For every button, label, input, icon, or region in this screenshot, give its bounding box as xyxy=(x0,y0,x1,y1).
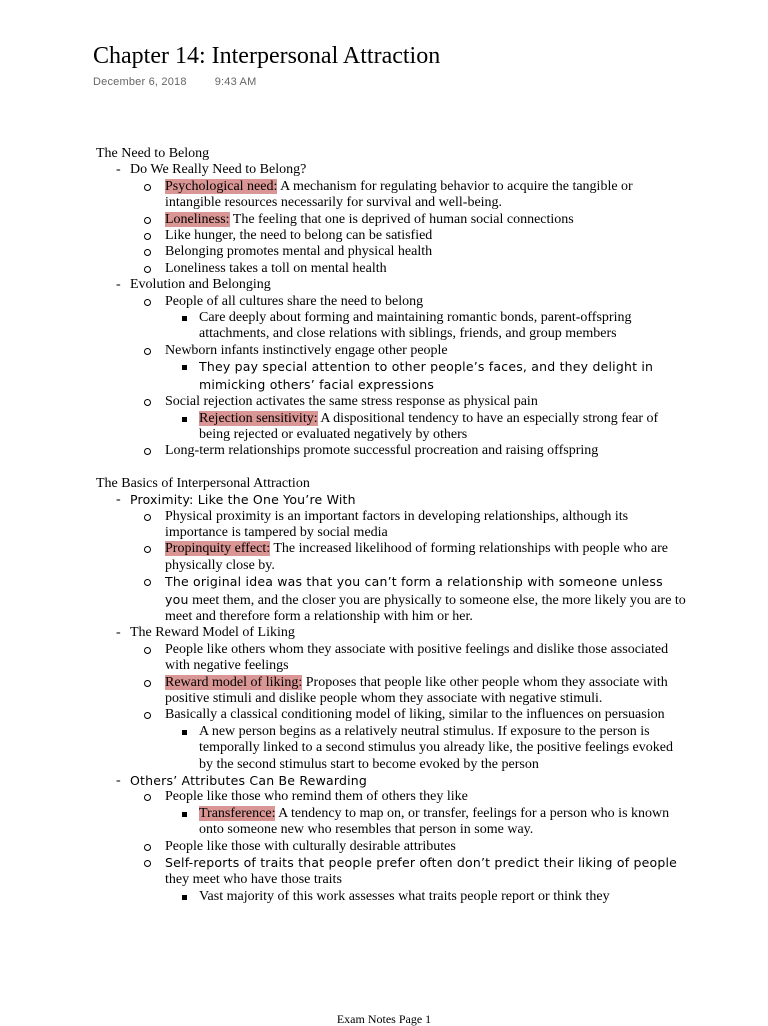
square-bullet-icon xyxy=(182,316,187,321)
circle-bullet-icon xyxy=(144,217,151,224)
subsection-heading: The Reward Model of Liking xyxy=(130,625,295,641)
item-text: Physical proximity is an important factors in developing relationships, although its importance is tampered by social media xyxy=(165,508,629,540)
subsection-heading: Proximity: Like the One You’re With xyxy=(130,492,356,508)
circle-bullet-icon xyxy=(144,348,151,355)
subitem-list xyxy=(165,310,686,343)
item-text: Basically a classical conditioning model of liking, similar to the influences on persuasion xyxy=(165,707,665,723)
highlighted-term: Rejection sensitivity: xyxy=(199,410,318,426)
circle-bullet-icon xyxy=(144,647,151,654)
item-list xyxy=(130,179,686,277)
dash-bullet: - xyxy=(116,162,121,178)
list-item xyxy=(130,789,686,838)
list-item xyxy=(130,675,686,708)
highlighted-term: Transference: xyxy=(199,805,276,821)
item-text-rest: meet them, and the closer you are physically to someone else, the more likely you are to meet and therefore form a relationship with him or her. xyxy=(165,592,686,624)
page-title: Chapter 14: Interpersonal Attraction xyxy=(93,43,441,69)
dash-bullet: - xyxy=(116,277,121,293)
list-item xyxy=(130,212,686,228)
circle-bullet-icon xyxy=(144,712,151,719)
item-text-hand: The original idea was that you can’t form a relationship with someone unless you xyxy=(165,574,663,607)
highlighted-term: Loneliness: xyxy=(165,211,230,227)
sub-list-item xyxy=(165,806,686,839)
circle-bullet-icon xyxy=(144,514,151,521)
list-item xyxy=(130,509,686,542)
list-item xyxy=(130,179,686,212)
item-list xyxy=(130,789,686,905)
subitem-list xyxy=(165,411,686,444)
list-item xyxy=(130,839,686,855)
list-item xyxy=(130,294,686,343)
circle-bullet-icon xyxy=(144,546,151,553)
subitem-list xyxy=(165,806,686,839)
item-text: Long-term relationships promote successful procreation and raising offspring xyxy=(165,443,599,459)
highlighted-term: Reward model of liking: xyxy=(165,674,303,690)
sub-list-item xyxy=(165,724,686,773)
subsection-heading: Do We Really Need to Belong? xyxy=(130,162,307,178)
list-item xyxy=(130,228,686,244)
item-text: A tendency to map on, or transfer, feelings for a person who is known onto someone new who resembles that person in some way. xyxy=(199,805,670,838)
subsection-heading: Others’ Attributes Can Be Rewarding xyxy=(130,773,368,789)
note-time: 9:43 AM xyxy=(214,76,257,88)
item-text: People like those with culturally desirable attributes xyxy=(165,838,456,854)
subitem-list xyxy=(165,889,686,905)
subitem-list xyxy=(165,359,686,394)
item-text: Vast majority of this work assesses what traits people report or think they xyxy=(199,888,610,904)
circle-bullet-icon xyxy=(144,266,151,273)
list-item xyxy=(130,394,686,443)
subitem-list xyxy=(165,724,686,773)
circle-bullet-icon xyxy=(144,184,151,191)
dash-bullet: - xyxy=(116,492,121,508)
subsection xyxy=(96,625,686,773)
section-heading: The Need to Belong xyxy=(96,146,210,161)
square-bullet-icon xyxy=(182,895,187,900)
section xyxy=(96,476,686,906)
item-text: Belonging promotes mental and physical health xyxy=(165,244,433,260)
circle-bullet-icon xyxy=(144,794,151,801)
circle-bullet-icon xyxy=(144,399,151,406)
note-date: December 6, 2018 xyxy=(93,76,187,88)
list-item xyxy=(130,855,686,905)
list-item xyxy=(130,261,686,277)
item-text-hand: Self-reports of traits that people prefer often don’t predict their liking of people xyxy=(165,855,678,871)
item-text: A dispositional tendency to have an especially strong fear of being rejected or evaluated negatively by others xyxy=(199,410,659,442)
item-text: People like others whom they associate with positive feelings and dislike those associated with negative feelings xyxy=(165,641,669,674)
subsection xyxy=(96,773,686,905)
item-text: People like those who remind them of others they like xyxy=(165,789,468,805)
sub-list-item xyxy=(165,411,686,444)
circle-bullet-icon xyxy=(144,448,151,455)
list-item xyxy=(130,541,686,574)
list-item xyxy=(130,343,686,394)
circle-bullet-icon xyxy=(144,249,151,256)
item-text: Care deeply about forming and maintaining romantic bonds, parent-offspring attachments, and close relations with siblings, friends, and group members xyxy=(199,310,632,342)
section xyxy=(96,146,686,460)
dash-bullet: - xyxy=(116,625,121,641)
highlighted-term: Propinquity effect: xyxy=(165,541,271,557)
square-bullet-icon xyxy=(182,365,187,370)
item-text: Loneliness takes a toll on mental health xyxy=(165,260,387,276)
circle-bullet-icon xyxy=(144,233,151,240)
note-body xyxy=(96,146,686,905)
highlighted-term: Psychological need: xyxy=(165,178,278,194)
page-footer: Exam Notes Page 1 xyxy=(336,1012,432,1026)
sub-list-item xyxy=(165,889,686,905)
section-heading: The Basics of Interpersonal Attraction xyxy=(96,475,310,491)
subsection xyxy=(96,277,686,459)
item-text: Social rejection activates the same stress response as physical pain xyxy=(165,394,538,410)
item-list xyxy=(130,642,686,773)
square-bullet-icon xyxy=(182,417,187,422)
list-item xyxy=(130,642,686,675)
list-item xyxy=(130,244,686,260)
item-list xyxy=(130,509,686,626)
list-item xyxy=(130,574,686,625)
item-text: Newborn infants instinctively engage other people xyxy=(165,342,448,358)
subsection xyxy=(96,492,686,625)
item-list xyxy=(130,294,686,460)
item-text-rest: they meet who have those traits xyxy=(165,872,342,888)
list-item xyxy=(130,443,686,459)
circle-bullet-icon xyxy=(144,680,151,687)
subsection-list xyxy=(96,492,686,905)
item-text: They pay special attention to other people’s faces, and they delight in mimicking others’ facial expressions xyxy=(199,359,654,392)
sub-list-item xyxy=(165,359,686,394)
list-item xyxy=(130,707,686,773)
item-text: Like hunger, the need to belong can be satisfied xyxy=(165,228,433,244)
item-text: A mechanism for regulating behavior to acquire the tangible or intangible resources necessarily for survival and well-being. xyxy=(165,178,633,211)
item-text: A new person begins as a relatively neutral stimulus. If exposure to the person is temporally linked to a second stimulus you already like, the positive feelings evoked by the second stimulus start to become evoked by the person xyxy=(199,723,673,772)
circle-bullet-icon xyxy=(144,299,151,306)
circle-bullet-icon xyxy=(144,579,151,586)
note-meta xyxy=(93,76,256,88)
circle-bullet-icon xyxy=(144,844,151,851)
circle-bullet-icon xyxy=(144,860,151,867)
item-text: Proposes that people like other people whom they associate with positive stimuli and dislike people whom they associate with negative stimuli. xyxy=(165,674,668,706)
square-bullet-icon xyxy=(182,812,187,817)
subsection-heading: Evolution and Belonging xyxy=(130,277,271,293)
square-bullet-icon xyxy=(182,730,187,735)
item-text: People of all cultures share the need to belong xyxy=(165,293,424,309)
sub-list-item xyxy=(165,310,686,343)
dash-bullet: - xyxy=(116,773,121,789)
subsection xyxy=(96,162,686,277)
item-text: The increased likelihood of forming relationships with people who are physically close by. xyxy=(165,541,668,573)
item-text: The feeling that one is deprived of human social connections xyxy=(229,211,574,227)
subsection-list xyxy=(96,162,686,459)
